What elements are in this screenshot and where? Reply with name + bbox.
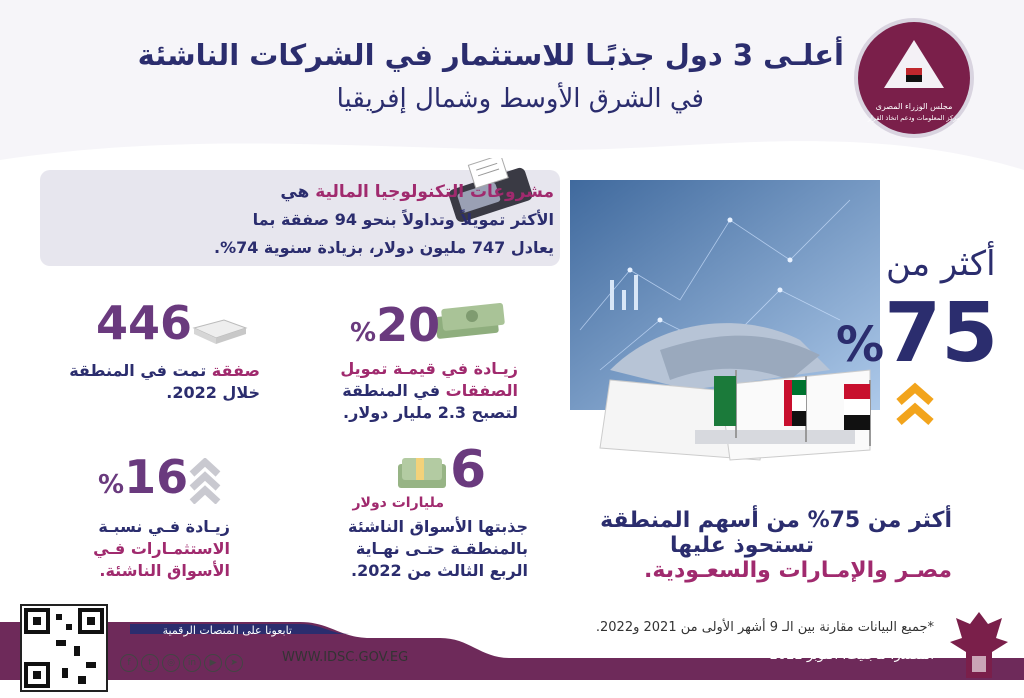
- share-line-2: الاستثمـارات فـي: [93, 539, 230, 558]
- chevron-up-stack-icon: [188, 458, 222, 504]
- deals-line-1: تمت في المنطقة: [69, 361, 212, 380]
- more-than-label: أكثر من: [886, 244, 996, 284]
- instagram-icon[interactable]: ◎: [162, 654, 180, 672]
- funding-line-3: لتصبح 2.3 مليار دولار.: [343, 403, 518, 422]
- website-link[interactable]: WWW.IDSC.GOV.EG: [282, 650, 409, 665]
- share-line-3: الأسواق الناشئة.: [99, 561, 230, 580]
- billions-line-3: الربع الثالث من 2022.: [351, 561, 528, 580]
- fintech-line-1-rest: هي: [280, 182, 316, 202]
- funding-line-2: في المنطقة: [342, 381, 446, 400]
- fintech-line-1: [124, 182, 554, 202]
- funding-figure: [350, 298, 440, 352]
- fintech-highlight: مشروعات التكنولوجيا المالية: [315, 182, 554, 202]
- twitter-icon[interactable]: t: [141, 654, 159, 672]
- share-figure: [98, 450, 188, 504]
- source-note: المصدر: ماجنيت، أكتوبر 2022: [769, 648, 934, 663]
- fintech-line-2: الأكثر تمويلاً وتداولاً بنحو 94 صفقة بما: [252, 210, 554, 229]
- qr-code-icon: [22, 606, 106, 690]
- funding-text: [258, 358, 518, 424]
- big-pct: %: [836, 317, 885, 373]
- page-title: أعلـى 3 دول جذبًـا للاستثمار في الشركات الناشئة: [137, 38, 844, 72]
- cash-bundle-icon: [394, 454, 450, 494]
- eagle-emblem-icon: [946, 608, 1012, 684]
- linkedin-icon[interactable]: in: [183, 654, 201, 672]
- money-stack-icon: [430, 296, 510, 344]
- right-summary: [532, 508, 952, 583]
- funding-number: 20: [376, 298, 441, 352]
- share-pct: %: [98, 470, 125, 500]
- billions-label: مليارات دولار: [352, 495, 444, 511]
- share-line-1: زيـادة فـي نسبـة: [98, 517, 230, 536]
- logo-line-1: مجلس الوزراء المصرى: [875, 102, 953, 111]
- page-subtitle: في الشرق الأوسط وشمال إفريقيا: [336, 84, 704, 114]
- gold-chevron-up-icon: [894, 382, 936, 430]
- fintech-line-3: يعادل 747 مليون دولار، بزيادة سنوية 74%.: [213, 238, 554, 257]
- deals-highlight: صفقة: [211, 361, 260, 380]
- social-icons: [120, 650, 246, 672]
- deals-line-2: خلال 2022.: [166, 383, 260, 402]
- follow-label: تابعونا على المنصات الرقمية: [162, 624, 292, 637]
- funding-pct: %: [350, 318, 377, 348]
- paper-stack-icon: [190, 308, 248, 346]
- right-line-2: تستحوذ عليها: [670, 533, 814, 558]
- data-note: *جميع البيانات مقارنة بين الـ 9 أشهر الأولى من 2021 و2022.: [595, 620, 934, 635]
- qr-code[interactable]: [20, 604, 108, 692]
- handshake-illustration: [570, 180, 880, 470]
- eagle-icon: [900, 58, 928, 84]
- idsc-logo: [858, 22, 970, 134]
- big-number: 75: [884, 286, 999, 381]
- facebook-icon[interactable]: f: [120, 654, 138, 672]
- billions-line-1: جذبتها الأسواق الناشئة: [348, 517, 528, 536]
- logo-line-2: مركز المعلومات ودعم اتخاذ القرار: [867, 114, 961, 122]
- funding-line-1: زيـادة في قيمـة تمويل: [340, 359, 518, 378]
- share-number: 16: [124, 450, 189, 504]
- right-line-1: أكثر من 75% من أسهم المنطقة: [600, 508, 952, 533]
- deals-text: [60, 360, 260, 404]
- deals-number: 446: [96, 296, 193, 350]
- youtube-icon[interactable]: ▶: [204, 654, 222, 672]
- share-text: [30, 516, 230, 582]
- right-line-3: مصـر والإمـارات والسعـودية.: [644, 558, 952, 583]
- telegram-icon[interactable]: ➤: [225, 654, 243, 672]
- billions-text: [308, 516, 528, 582]
- big-figure: [836, 286, 998, 381]
- billions-number: 6: [450, 440, 487, 500]
- billions-line-2: بالمنطقـة حتـى نهـاية: [355, 539, 528, 558]
- funding-line-2-highlight: الصفقات: [445, 381, 518, 400]
